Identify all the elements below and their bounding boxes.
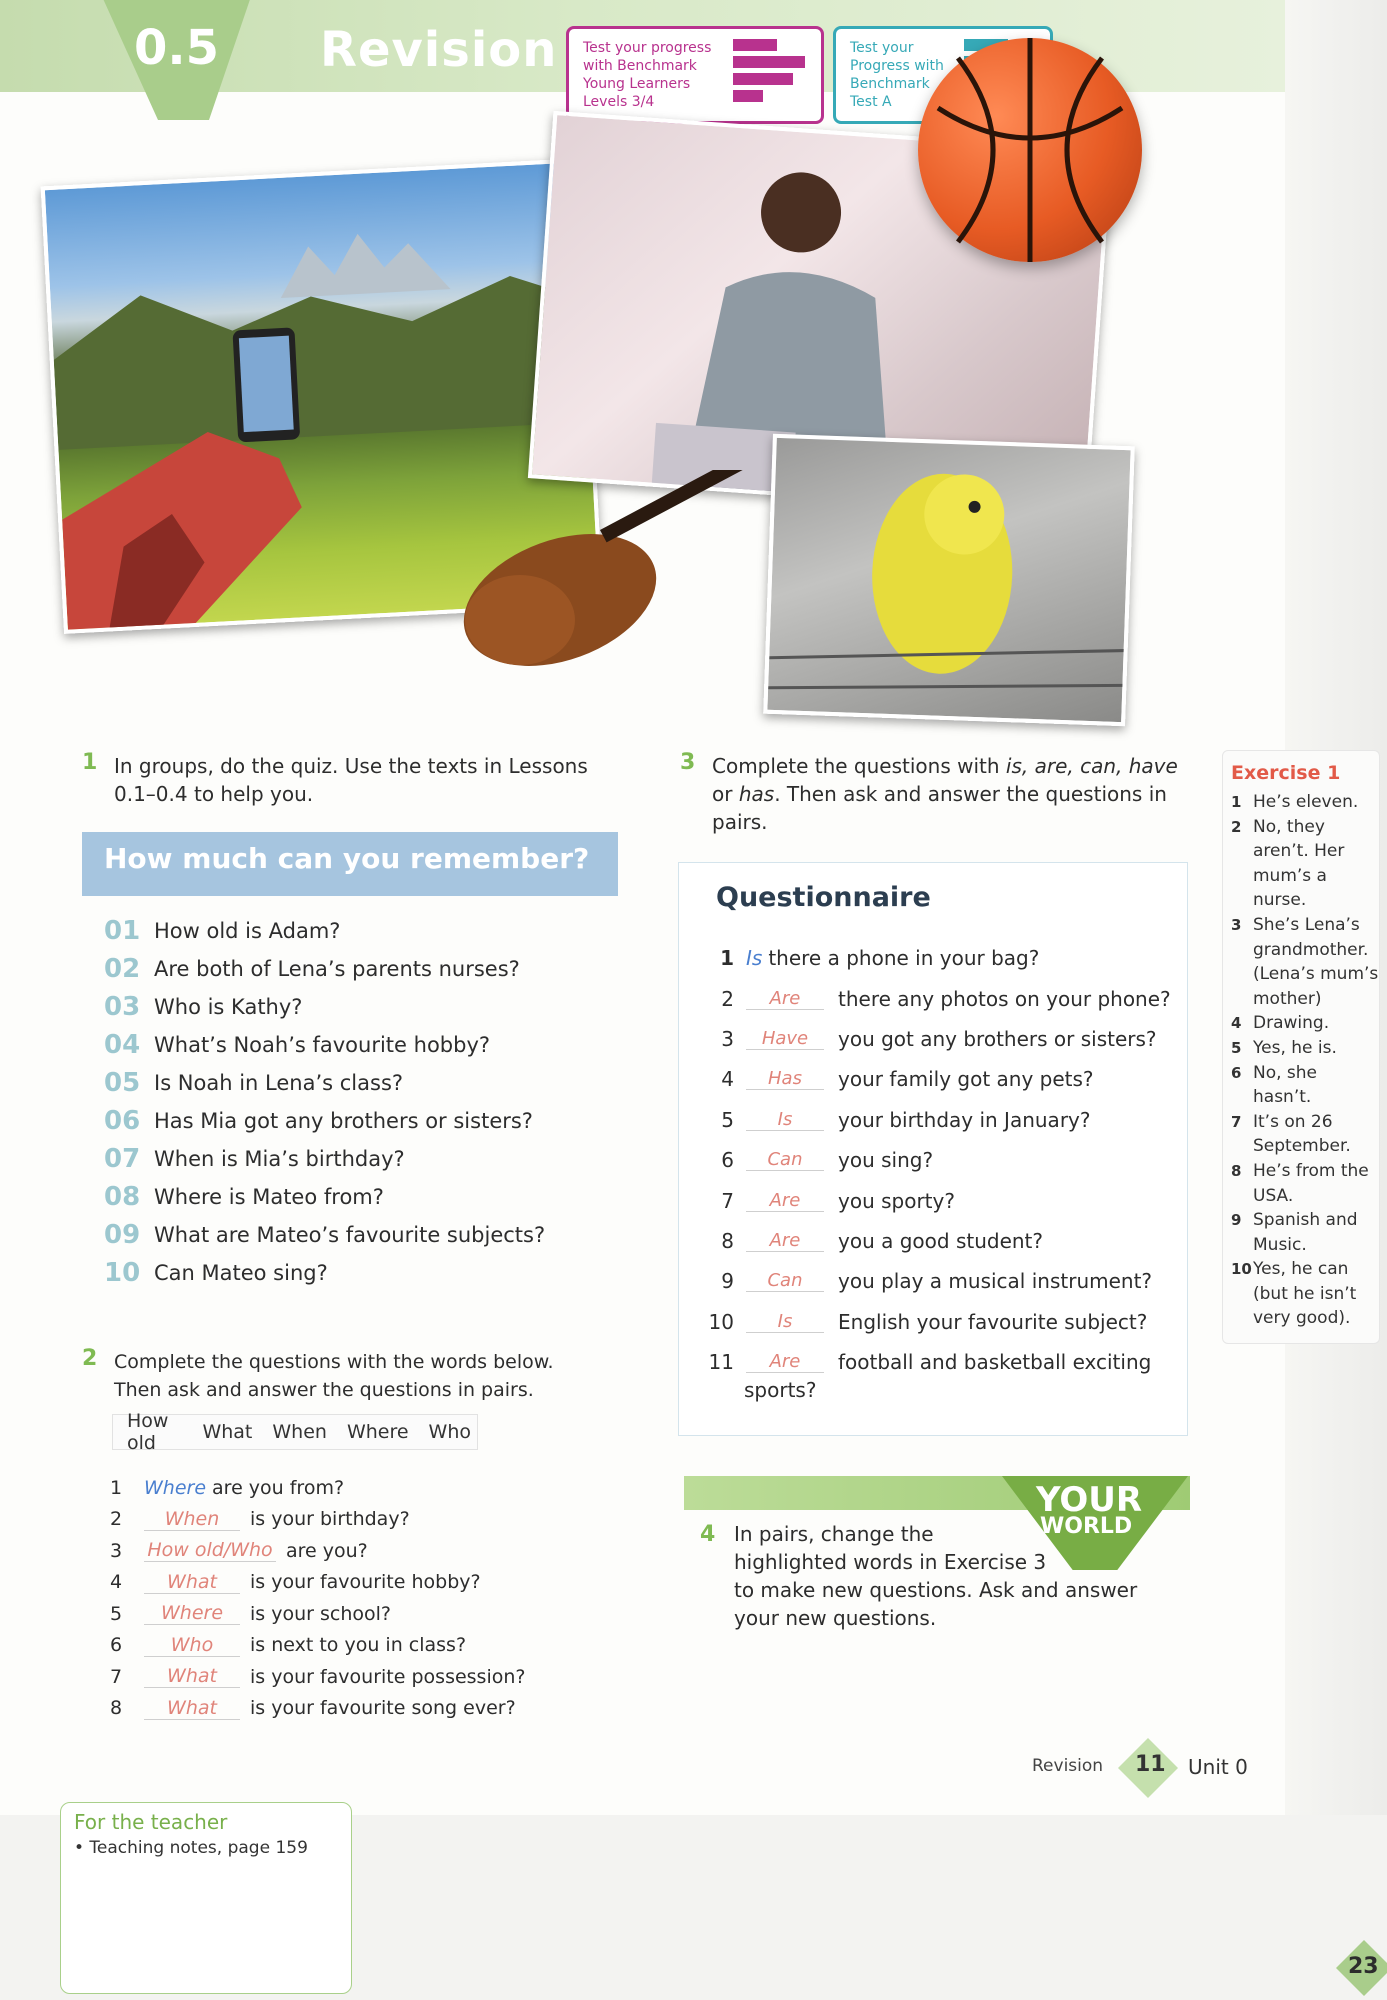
teacher-notes-title: For the teacher	[74, 1810, 228, 1834]
exercise2-item	[110, 1472, 526, 1504]
answer-key-title: Exercise 1	[1231, 762, 1341, 784]
question-number: 05	[104, 1068, 141, 1098]
instruction-keyword: has	[738, 782, 775, 806]
answer-text	[1253, 1159, 1369, 1208]
item-text: is your birthday?	[250, 1508, 410, 1531]
item-text: English your favourite subject?	[838, 1309, 1148, 1334]
answer-line: mum’s a	[1253, 865, 1327, 886]
answer-line: mother)	[1253, 988, 1322, 1009]
answer-line: (but he isn’t	[1253, 1283, 1357, 1304]
instruction-text: or	[712, 782, 739, 806]
item-text: is your favourite song ever?	[250, 1697, 516, 1720]
benchmark-line: Benchmark	[850, 76, 930, 92]
question-text: Is Noah in Lena’s class?	[154, 1071, 404, 1095]
instruction-line: In groups, do the quiz. Use the texts in Lessons	[114, 754, 588, 778]
answer-blank[interactable]: Are	[746, 1230, 824, 1252]
item-text: you play a musical instrument?	[838, 1269, 1153, 1294]
answer-number: 3	[1231, 915, 1242, 934]
exercise2-item	[110, 1630, 526, 1662]
question-number: 02	[104, 954, 141, 984]
answer-line: aren’t. Her	[1253, 841, 1345, 862]
answer-number: 10	[1231, 1260, 1252, 1279]
answer-number: 9	[1231, 1211, 1242, 1230]
question-text: Can Mateo sing?	[154, 1261, 328, 1285]
exercise2-item	[110, 1693, 526, 1725]
instruction-text: pairs.	[712, 810, 768, 834]
item-text: there any photos on your phone?	[838, 986, 1171, 1011]
answer-number: 8	[1231, 1161, 1242, 1180]
item-number: 6	[721, 1148, 734, 1173]
item-text: football and basketball exciting	[838, 1350, 1152, 1375]
answer-blank[interactable]: Who	[144, 1634, 240, 1657]
word-bank-item: When	[272, 1421, 327, 1443]
exercise2-list	[110, 1472, 526, 1724]
question-text: When is Mia’s birthday?	[154, 1147, 405, 1171]
item-text: is your school?	[250, 1602, 391, 1625]
quiz-question	[104, 1102, 545, 1140]
item-number: 3	[721, 1026, 734, 1051]
answer-key-item	[1231, 1011, 1379, 1036]
violin-image	[450, 470, 780, 670]
answer-blank[interactable]: When	[144, 1508, 240, 1531]
answer-line: September.	[1253, 1136, 1351, 1157]
answer-number: 5	[1231, 1038, 1242, 1057]
word-bank-item: How old	[127, 1410, 169, 1454]
item-text: is your favourite hobby?	[250, 1571, 481, 1594]
answer-blank[interactable]: Are	[746, 1190, 824, 1212]
item-number: 4	[110, 1571, 123, 1594]
benchmark-box-young-learners	[566, 26, 824, 124]
question-text: Who is Kathy?	[154, 995, 303, 1019]
answer-line: Yes, he can	[1253, 1259, 1349, 1280]
questionnaire-list	[700, 938, 1171, 1382]
answer-key-item	[1231, 1208, 1379, 1257]
item-text: are you?	[286, 1539, 368, 1562]
answer-line: very good).	[1253, 1308, 1351, 1329]
quiz-question	[104, 950, 545, 988]
answer-key-item	[1231, 913, 1379, 1011]
exercise-number: 4	[700, 1522, 716, 1547]
answer-line: No, she	[1253, 1062, 1318, 1083]
exercise2-item	[110, 1535, 526, 1567]
word-bank-item: Where	[346, 1421, 409, 1443]
item-number: 7	[721, 1188, 734, 1213]
exercise-number: 2	[82, 1346, 98, 1371]
answer-line: nurse.	[1253, 890, 1307, 911]
benchmark-line: with Benchmark	[583, 58, 697, 74]
answer-number: 6	[1231, 1063, 1242, 1082]
word-bank-item: What	[202, 1421, 253, 1443]
lesson-number: 0.5	[134, 20, 220, 76]
your-world-label: WORLD	[1040, 1514, 1133, 1539]
answer-line: Yes, he is.	[1253, 1037, 1337, 1058]
question-text: How old is Adam?	[154, 919, 341, 943]
answer-text	[1253, 913, 1378, 1011]
answer-line: (Lena’s mum’s	[1253, 964, 1379, 985]
answer-blank[interactable]: Are	[746, 988, 824, 1010]
item-text: you got any brothers or sisters?	[838, 1026, 1157, 1051]
question-number: 09	[104, 1220, 141, 1250]
question-number: 03	[104, 992, 141, 1022]
answer-key-item	[1231, 1257, 1379, 1331]
item-text: your birthday in January?	[838, 1107, 1091, 1132]
answer-text	[1253, 815, 1344, 913]
instruction-line: Then ask and answer the questions in pairs.	[114, 1379, 534, 1401]
benchmark-line: Test your progress	[583, 40, 712, 56]
answer-key-item	[1231, 1159, 1379, 1208]
question-text: What’s Noah’s favourite hobby?	[154, 1033, 491, 1057]
answer-number: 4	[1231, 1014, 1242, 1033]
item-number: 9	[721, 1269, 734, 1294]
budgie-photo	[763, 434, 1135, 726]
questionnaire-title: Questionnaire	[716, 882, 931, 913]
benchmark-line: Progress with	[850, 58, 944, 74]
exercise2-instruction	[114, 1348, 554, 1404]
answer-key-item	[1231, 1110, 1379, 1159]
item-number: 3	[110, 1539, 123, 1562]
exercise1-instruction	[114, 752, 588, 808]
item-number: 5	[721, 1107, 734, 1132]
question-number: 08	[104, 1182, 141, 1212]
item-number: 2	[721, 986, 734, 1011]
answer-line: She’s Lena’s	[1253, 914, 1360, 935]
answer-text	[1253, 1061, 1317, 1110]
item-text: is your favourite possession?	[250, 1665, 526, 1688]
instruction-keywords: is, are, can, have	[1005, 754, 1178, 778]
exercise2-item	[110, 1661, 526, 1693]
questionnaire-item	[700, 938, 1171, 978]
questionnaire-item	[700, 1019, 1171, 1059]
question-text: Has Mia got any brothers or sisters?	[154, 1109, 533, 1133]
footer-unit-label: Unit 0	[1188, 1755, 1248, 1779]
questionnaire-item	[700, 1100, 1171, 1140]
quiz-question-list	[104, 912, 545, 1292]
footer-section-label: Revision	[1032, 1756, 1104, 1776]
page-title: Revision	[320, 22, 558, 78]
answer-blank[interactable]: Has	[746, 1068, 824, 1090]
quiz-question	[104, 912, 545, 950]
instruction-line: to make new questions. Ask and answer	[734, 1578, 1138, 1602]
item-number: 5	[110, 1602, 123, 1625]
answer-line: Music.	[1253, 1234, 1307, 1255]
footer-page-number: 11	[1135, 1752, 1166, 1777]
answer-line: grandmother.	[1253, 939, 1369, 960]
word-bank	[112, 1410, 478, 1454]
answer-line: hasn’t.	[1253, 1087, 1312, 1108]
item-text: you sing?	[838, 1148, 934, 1173]
answer-line: No, they	[1253, 816, 1325, 837]
instruction-line: highlighted words in Exercise 3	[734, 1550, 1047, 1574]
exercise3-instruction	[712, 752, 1182, 836]
item-text: you a good student?	[838, 1228, 1044, 1253]
item-number: 4	[721, 1067, 734, 1092]
questionnaire-item-continuation: sports?	[744, 1378, 817, 1402]
benchmark-line: Test your	[850, 40, 914, 56]
answer-text	[1253, 1011, 1329, 1036]
questionnaire-item	[700, 1140, 1171, 1180]
item-number: 1	[720, 946, 734, 971]
answer-blank[interactable]: Is	[746, 1311, 824, 1333]
answer-text	[1253, 1257, 1356, 1331]
answer-blank[interactable]: How old/Who	[144, 1539, 276, 1562]
answer-line: He’s eleven.	[1253, 792, 1359, 812]
questionnaire-item	[700, 1059, 1171, 1099]
instruction-line: 0.1–0.4 to help you.	[114, 782, 314, 806]
item-text: your family got any pets?	[838, 1067, 1094, 1092]
answer-text	[1253, 790, 1358, 815]
answer-key-item	[1231, 1036, 1379, 1061]
item-text: you sporty?	[838, 1188, 955, 1213]
answer-line: He’s from the	[1253, 1160, 1369, 1181]
answer-blank[interactable]: What	[144, 1697, 240, 1720]
questionnaire-item	[700, 1261, 1171, 1301]
question-number: 10	[104, 1258, 141, 1288]
quiz-banner	[82, 832, 618, 896]
quiz-title: How much can you remember?	[104, 842, 590, 875]
answer-blank[interactable]: Are	[746, 1351, 824, 1373]
basketball-image	[918, 38, 1142, 262]
exercise-number: 3	[680, 750, 696, 775]
exercise-number: 1	[82, 750, 98, 775]
questionnaire-item	[700, 1180, 1171, 1220]
question-number: 07	[104, 1144, 141, 1174]
answer-line: Spanish and	[1253, 1210, 1358, 1231]
item-number: 7	[110, 1665, 123, 1688]
question-number: 06	[104, 1106, 141, 1136]
teacher-notes-text: • Teaching notes, page 159	[74, 1838, 308, 1858]
answer-blank[interactable]: Where	[144, 1602, 240, 1625]
quiz-question	[104, 1254, 545, 1292]
answer-blank[interactable]: What	[144, 1665, 240, 1688]
instruction-line: In pairs, change the	[734, 1522, 934, 1546]
answer-blank[interactable]: Have	[746, 1028, 824, 1050]
bar-chart-icon	[733, 39, 805, 107]
item-text: are you from?	[212, 1476, 345, 1499]
answer-line: USA.	[1253, 1185, 1294, 1206]
example-answer: Where	[144, 1476, 207, 1499]
quiz-question	[104, 1026, 545, 1064]
question-text: Are both of Lena’s parents nurses?	[154, 957, 520, 981]
answer-number: 2	[1231, 817, 1242, 836]
answer-number: 1	[1231, 793, 1242, 811]
question-number: 04	[104, 1030, 141, 1060]
benchmark-line: Young Learners	[583, 76, 691, 92]
instruction-text: . Then ask and answer the questions in	[774, 782, 1167, 806]
answer-line: Drawing.	[1253, 1013, 1330, 1034]
answer-line: It’s on 26	[1253, 1111, 1333, 1132]
example-answer: Is	[746, 946, 763, 971]
exercise2-item	[110, 1504, 526, 1536]
benchmark-line: Levels 3/4	[583, 94, 655, 110]
answer-blank[interactable]: What	[144, 1571, 240, 1594]
item-text: is next to you in class?	[250, 1634, 467, 1657]
exercise4-instruction	[734, 1520, 1137, 1632]
questionnaire-item	[700, 978, 1171, 1018]
quiz-question	[104, 1178, 545, 1216]
item-text: there a phone in your bag?	[768, 946, 1040, 971]
exercise2-item	[110, 1598, 526, 1630]
quiz-question	[104, 1064, 545, 1102]
answer-key-item	[1231, 815, 1379, 913]
answer-text	[1253, 1036, 1337, 1061]
instruction-line: your new questions.	[734, 1606, 937, 1630]
answer-text	[1253, 1208, 1358, 1257]
item-number: 6	[110, 1634, 123, 1657]
item-number: 8	[721, 1228, 734, 1253]
quiz-question	[104, 1140, 545, 1178]
answer-key-list	[1231, 790, 1379, 1331]
question-text: Where is Mateo from?	[154, 1185, 384, 1209]
item-number: 10	[708, 1309, 734, 1334]
quiz-question	[104, 1216, 545, 1254]
answer-text	[1253, 1110, 1351, 1159]
instruction-line: Complete the questions with the words below.	[114, 1351, 554, 1373]
question-number: 01	[104, 916, 141, 946]
answer-blank[interactable]: Is	[746, 1109, 824, 1131]
answer-number: 7	[1231, 1112, 1242, 1131]
answer-key-item	[1231, 790, 1379, 815]
answer-blank[interactable]: Can	[746, 1149, 824, 1171]
book-page-number: 23	[1348, 1954, 1379, 1979]
exercise2-item	[110, 1567, 526, 1599]
item-number: 8	[110, 1697, 123, 1720]
question-text: What are Mateo’s favourite subjects?	[154, 1223, 546, 1247]
questionnaire-item	[700, 1221, 1171, 1261]
answer-blank[interactable]: Can	[746, 1270, 824, 1292]
quiz-question	[104, 988, 545, 1026]
your-world-label: YOUR	[1036, 1480, 1143, 1520]
instruction-text: Complete the questions with	[712, 754, 1006, 778]
questionnaire-item	[700, 1342, 1171, 1382]
word-bank-item: Who	[428, 1421, 471, 1443]
item-number: 2	[110, 1508, 123, 1531]
questionnaire-item	[700, 1302, 1171, 1342]
item-number: 1	[110, 1476, 123, 1499]
item-number: 11	[708, 1350, 734, 1375]
answer-key-item	[1231, 1061, 1379, 1110]
benchmark-line: Test A	[850, 94, 892, 110]
